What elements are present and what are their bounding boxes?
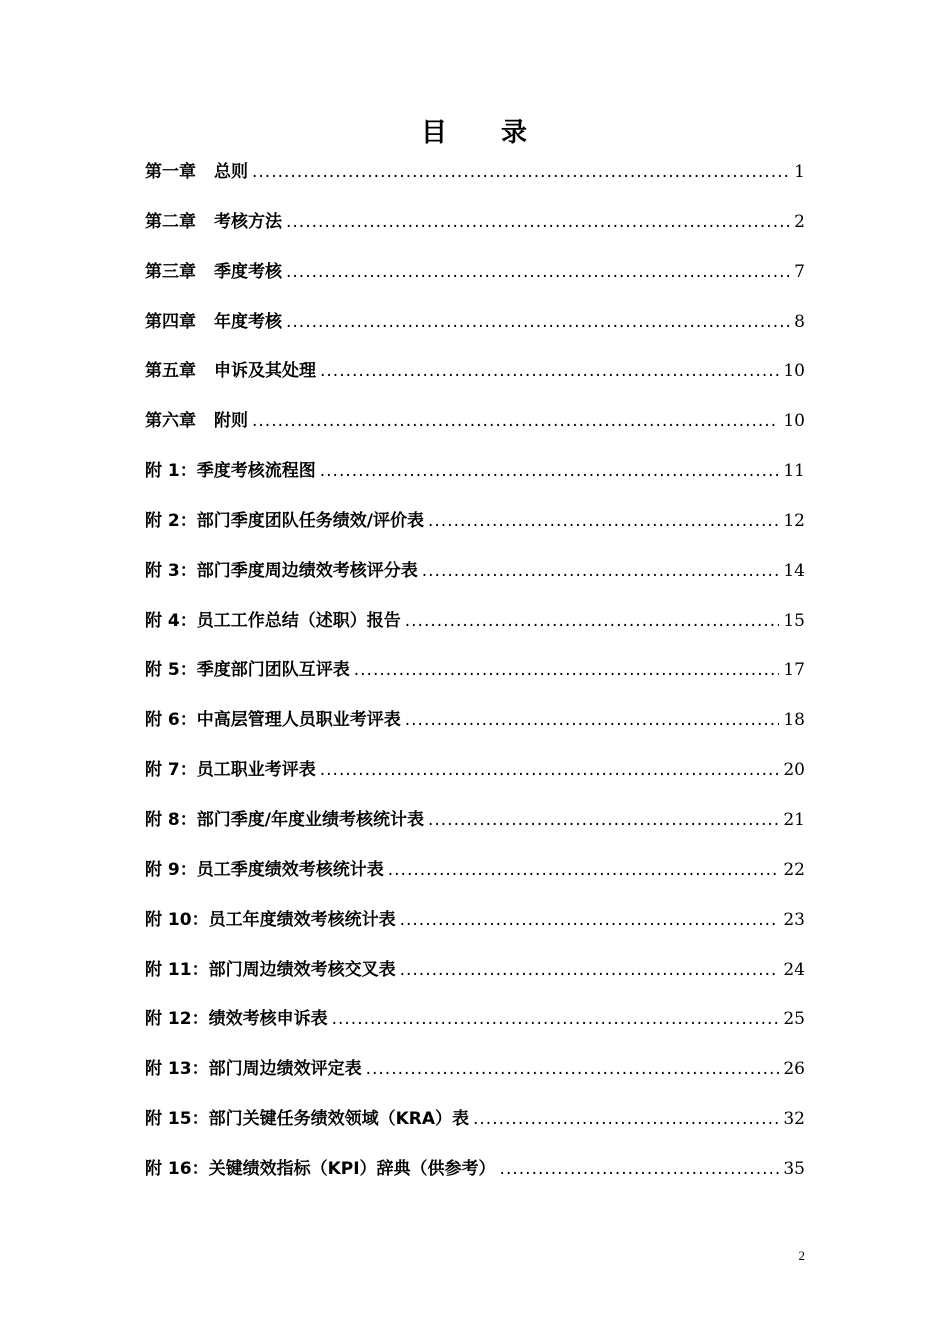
toc-entry-label: 附 13：部门周边绩效评定表	[145, 1059, 362, 1080]
toc-entry-page: 14	[783, 560, 805, 581]
toc-entry-label: 附 12：绩效考核申诉表	[145, 1009, 328, 1030]
toc-entry-page: 22	[783, 859, 805, 880]
toc-entry-appendix-2[interactable]	[145, 504, 805, 554]
toc-entry-label: 附 8：部门季度/年度业绩考核统计表	[145, 809, 424, 830]
toc-leader-dots	[366, 1052, 780, 1086]
toc-entry-label: 附 2：部门季度团队任务绩效/评价表	[145, 510, 424, 531]
toc-leader-dots	[320, 753, 780, 787]
toc-entry-title: 考核方法	[214, 211, 282, 232]
toc-entry-label: 附 15：部门关键任务绩效领域（KRA）表	[145, 1109, 469, 1130]
toc-entry-label: 附 7：员工职业考评表	[145, 760, 316, 781]
toc-title-right: 录	[501, 118, 530, 148]
toc-entry-appendix-7[interactable]	[145, 753, 805, 803]
page-number: 2	[798, 1248, 805, 1263]
toc-entry-title: 年度考核	[214, 311, 282, 332]
toc-entry-page: 20	[783, 760, 805, 781]
toc-entry-page: 1	[794, 162, 805, 182]
toc-entry-label: 第五章	[145, 361, 196, 382]
toc-entry-label: 第四章	[145, 311, 196, 332]
toc-entry-label: 附 1：季度考核流程图	[145, 461, 316, 482]
toc-entry-page: 12	[783, 510, 805, 531]
toc-entry-title: 附则	[214, 411, 248, 432]
toc-entry-page: 10	[783, 361, 805, 382]
toc-entry-label: 第一章	[145, 162, 196, 182]
toc-entry-appendix-15[interactable]	[145, 1102, 805, 1152]
toc-entry-appendix-8[interactable]	[145, 803, 805, 853]
toc-entry-label: 附 9：员工季度绩效考核统计表	[145, 859, 384, 880]
toc-entry-appendix-1[interactable]	[145, 454, 805, 504]
toc-entry-appendix-4[interactable]	[145, 604, 805, 654]
toc-entry-page: 32	[783, 1109, 805, 1130]
toc-entry-page: 35	[783, 1158, 805, 1179]
toc-leader-dots	[286, 205, 790, 239]
toc-leader-dots	[428, 504, 779, 538]
toc-entry-chapter-3[interactable]	[145, 255, 805, 305]
toc-entry-label: 附 16：关键绩效指标（KPI）辞典（供参考）	[145, 1158, 496, 1179]
toc-entry-chapter-6[interactable]	[145, 404, 805, 454]
toc-title	[0, 112, 950, 149]
toc-entry-appendix-12[interactable]	[145, 1002, 805, 1052]
toc-leader-dots	[354, 653, 780, 687]
toc-entry-appendix-16[interactable]	[145, 1152, 805, 1202]
toc-leader-dots	[320, 454, 780, 488]
toc-entry-chapter-2[interactable]	[145, 205, 805, 255]
toc-entry-page: 2	[794, 211, 805, 232]
toc-leader-dots	[252, 155, 790, 189]
toc-entry-page: 25	[783, 1009, 805, 1030]
toc-entry-page: 24	[783, 959, 805, 980]
toc-leader-dots	[332, 1002, 780, 1036]
toc-entry-label: 附 11：部门周边绩效考核交叉表	[145, 959, 396, 980]
toc-entry-appendix-9[interactable]	[145, 853, 805, 903]
toc-leader-dots	[286, 305, 790, 339]
toc-entry-title: 季度考核	[214, 261, 282, 282]
toc-entry-page: 15	[783, 610, 805, 631]
toc-entry-label: 第三章	[145, 261, 196, 282]
toc-entry-chapter-5[interactable]	[145, 354, 805, 404]
toc-leader-dots	[400, 903, 780, 937]
toc-entry-appendix-13[interactable]	[145, 1052, 805, 1102]
toc-leader-dots	[500, 1152, 780, 1186]
toc-entry-page: 18	[783, 710, 805, 731]
toc-entry-label: 附 6：中高层管理人员职业考评表	[145, 710, 401, 731]
toc-entry-chapter-4[interactable]	[145, 305, 805, 355]
toc-entry-page: 26	[783, 1059, 805, 1080]
toc-entry-label: 附 3：部门季度周边绩效考核评分表	[145, 560, 418, 581]
toc-leader-dots	[388, 853, 780, 887]
toc-entry-page: 11	[783, 461, 805, 482]
toc-leader-dots	[428, 803, 779, 837]
toc-entry-title: 总则	[214, 162, 248, 182]
toc-entry-appendix-6[interactable]	[145, 703, 805, 753]
toc-entry-page: 7	[794, 261, 805, 282]
toc-entry-page: 23	[783, 909, 805, 930]
toc-entry-chapter-1[interactable]	[145, 155, 805, 205]
toc-entry-label: 附 4：员工工作总结（述职）报告	[145, 610, 401, 631]
toc-leader-dots	[320, 354, 779, 388]
toc-entry-appendix-10[interactable]	[145, 903, 805, 953]
toc-leader-dots	[405, 703, 780, 737]
toc-leader-dots	[473, 1102, 779, 1136]
toc-entry-label: 附 10：员工年度绩效考核统计表	[145, 909, 396, 930]
toc-leader-dots	[286, 255, 790, 289]
toc-list	[145, 155, 805, 1202]
toc-entry-page: 10	[783, 411, 805, 432]
toc-leader-dots	[400, 953, 780, 987]
toc-entry-label: 附 5：季度部门团队互评表	[145, 660, 350, 681]
toc-entry-title: 申诉及其处理	[214, 361, 316, 382]
toc-entry-appendix-3[interactable]	[145, 554, 805, 604]
toc-entry-appendix-5[interactable]	[145, 653, 805, 703]
toc-entry-label: 第二章	[145, 211, 196, 232]
toc-leader-dots	[252, 404, 779, 438]
toc-leader-dots	[422, 554, 780, 588]
toc-entry-label: 第六章	[145, 411, 196, 432]
toc-entry-page: 21	[783, 809, 805, 830]
toc-entry-appendix-11[interactable]	[145, 953, 805, 1003]
toc-entry-page: 8	[794, 311, 805, 332]
toc-title-left: 目	[420, 118, 449, 148]
toc-leader-dots	[405, 604, 780, 638]
toc-entry-page: 17	[783, 660, 805, 681]
